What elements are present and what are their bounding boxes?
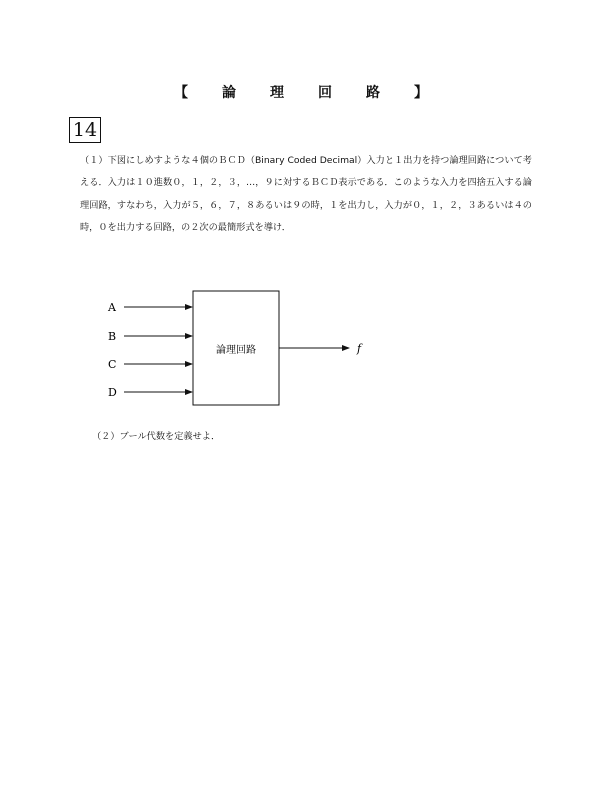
logic-circuit-label: 論理回路 (216, 345, 256, 356)
part1-question-text: （１）下図にしめすような４個のＢＣＤ（Binary Coded Decimal）入力と１出力を持つ論理回路について考える．入力は１０進数０，１，２，３，…，９に対するＢＣＤ表示である．このような入力を四捨五入する論理回路，すなわち，入力が５，６，７，８あるいは９の時，１を出力し，入力が０，１，２，３あるいは４の時，０を出力する回路，の２次の最簡形式を導け． (80, 155, 532, 233)
input-label-d: D (108, 386, 117, 399)
output-label-f: f (357, 342, 362, 355)
input-label-c: C (108, 358, 117, 371)
input-label-a: A (108, 301, 116, 314)
part2-question-text: （２）ブール代数を定義せよ． (92, 431, 221, 442)
problem-number-box: 14 (69, 117, 101, 143)
section-title: 【 論 理 回 路 】 (174, 85, 438, 101)
logic-circuit-diagram (100, 280, 390, 420)
input-label-b: B (108, 330, 117, 343)
